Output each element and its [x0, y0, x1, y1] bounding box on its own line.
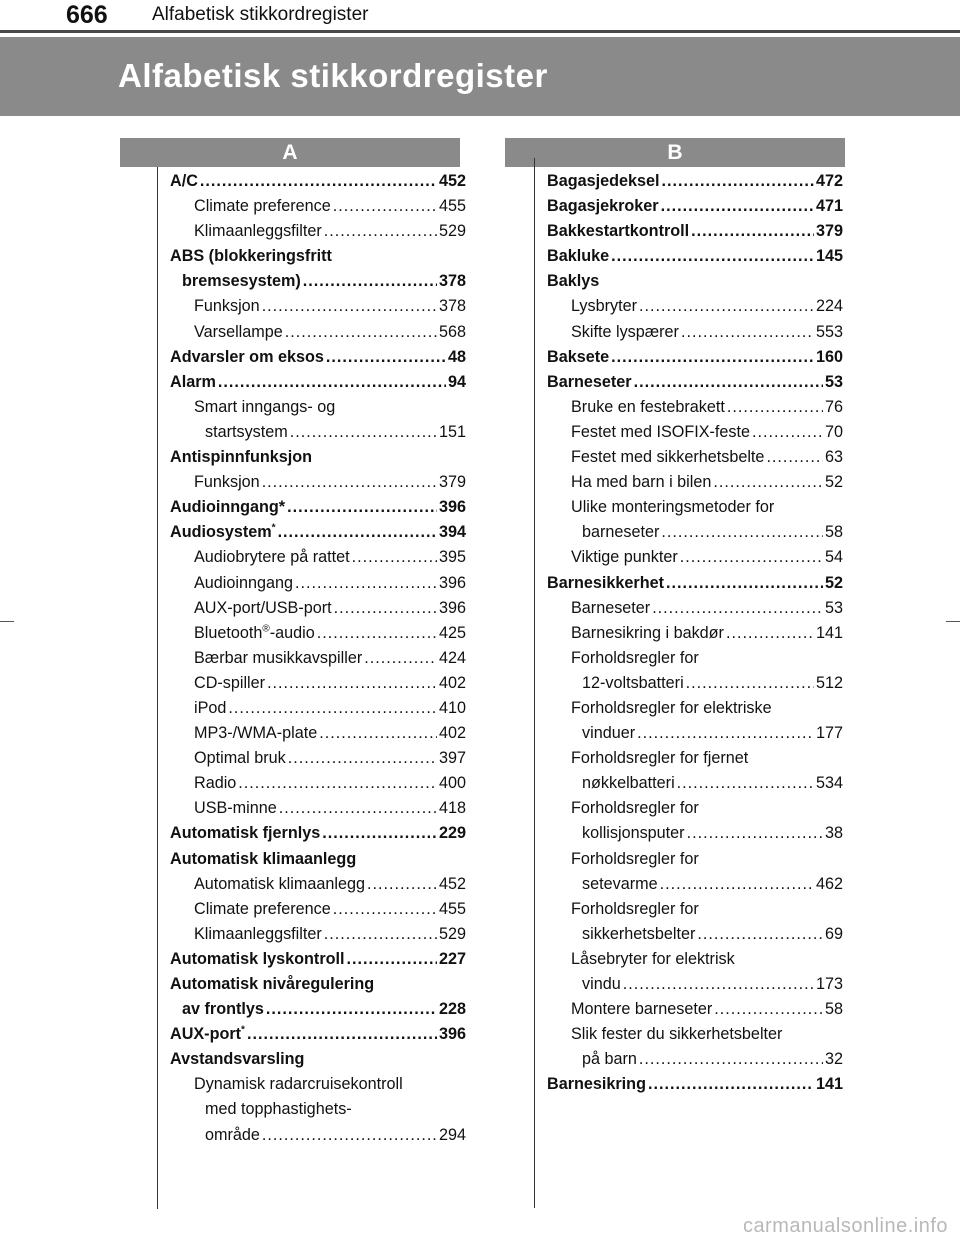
- page-title: Alfabetisk stikkordregister: [118, 57, 548, 94]
- index-entry: Forholdsregler for: [571, 648, 699, 667]
- index-entry: Låsebryter for elektrisk: [571, 949, 735, 968]
- index-entry: Audioinngang* ..... 396: [170, 495, 466, 520]
- index-entry: Radio ..... 400: [170, 771, 466, 796]
- index-entry: Avstandsvarsling: [170, 1050, 305, 1069]
- index-entry: Barneseter ..... 53: [547, 596, 843, 621]
- index-entry: Audiosystem* ..... 394: [170, 520, 466, 545]
- index-entry: sikkerhetsbelter ..... 69: [547, 922, 843, 947]
- crop-mark-left: [0, 621, 14, 622]
- column-a-rule: [157, 167, 158, 1209]
- index-entry: Ulike monteringsmetoder for: [571, 498, 775, 517]
- index-entry: Bagasjedeksel ..... 472: [547, 169, 843, 194]
- index-entry: startsystem ..... 151: [170, 420, 466, 445]
- index-entry: AUX-port* ..... 396: [170, 1022, 466, 1047]
- index-entry: USB-minne ..... 418: [170, 796, 466, 821]
- index-entry: Forholdsregler for: [571, 799, 699, 818]
- index-entry: Optimal bruk ..... 397: [170, 746, 466, 771]
- index-entry: Automatisk fjernlys ..... 229: [170, 821, 466, 846]
- index-entry: Alarm ..... 94: [170, 370, 466, 395]
- index-entry: Forholdsregler for: [571, 849, 699, 868]
- index-entry: MP3-/WMA-plate ..... 402: [170, 721, 466, 746]
- index-entry: Bruke en festebrakett ..... 76: [547, 395, 843, 420]
- index-entry: barneseter ..... 58: [547, 520, 843, 545]
- index-list-b: [547, 169, 843, 1097]
- index-entry: Antispinnfunksjon: [170, 448, 313, 467]
- index-entry: Automatisk klimaanlegg: [170, 849, 357, 868]
- index-entry: Bakluke ..... 145: [547, 244, 843, 269]
- index-entry: Baksete ..... 160: [547, 345, 843, 370]
- index-entry: Funksjon ..... 378: [170, 294, 466, 319]
- index-entry: Dynamisk radarcruisekontroll: [194, 1075, 403, 1094]
- index-entry: Lysbryter ..... 224: [547, 294, 843, 319]
- index-entry: nøkkelbatteri ..... 534: [547, 771, 843, 796]
- running-title: Alfabetisk stikkordregister: [152, 4, 369, 25]
- index-entry: Climate preference ..... 455: [170, 897, 466, 922]
- index-entry: Barnesikring ..... 141: [547, 1072, 843, 1097]
- index-entry: vinduer ..... 177: [547, 721, 843, 746]
- index-entry: AUX-port/USB-port ..... 396: [170, 596, 466, 621]
- index-entry: Bluetooth®-audio ..... 425: [170, 621, 466, 646]
- index-entry: av frontlys ..... 228: [170, 997, 466, 1022]
- index-entry: Skifte lyspærer ..... 553: [547, 320, 843, 345]
- index-entry: kollisjonsputer ..... 38: [547, 821, 843, 846]
- index-entry: Varsellampe ..... 568: [170, 320, 466, 345]
- index-entry: Climate preference ..... 455: [170, 194, 466, 219]
- index-entry: Klimaanleggsfilter ..... 529: [170, 219, 466, 244]
- index-entry: Barnesikring i bakdør ..... 141: [547, 621, 843, 646]
- index-entry: Forholdsregler for: [571, 899, 699, 918]
- index-entry: A/C ..... 452: [170, 169, 466, 194]
- watermark: carmanualsonline.info: [742, 1215, 948, 1237]
- column-a-header: [120, 138, 460, 167]
- index-entry: Barnesikkerhet ..... 52: [547, 571, 843, 596]
- index-entry: Festet med ISOFIX-feste ..... 70: [547, 420, 843, 445]
- index-entry: Automatisk klimaanlegg ..... 452: [170, 872, 466, 897]
- column-b-header: [505, 138, 845, 167]
- index-entry: med topphastighets-: [205, 1100, 352, 1119]
- index-entry: CD-spiller ..... 402: [170, 671, 466, 696]
- index-list-a: [170, 169, 466, 1148]
- index-entry: Baklys: [547, 272, 600, 291]
- index-entry: Automatisk nivåregulering: [170, 975, 375, 993]
- index-entry: Montere barneseter ..... 58: [547, 997, 843, 1022]
- index-entry: Advarsler om eksos ..... 48: [170, 345, 466, 370]
- letter-heading-a: A: [120, 138, 460, 167]
- index-entry: Audioinngang ..... 396: [170, 571, 466, 596]
- index-entry: på barn ..... 32: [547, 1047, 843, 1072]
- index-entry: Bagasjekroker ..... 471: [547, 194, 843, 219]
- column-b-rule: [534, 158, 535, 1208]
- index-entry: Forholdsregler for elektriske: [571, 698, 772, 717]
- index-entry: Automatisk lyskontroll ..... 227: [170, 947, 466, 972]
- index-entry: Slik fester du sikkerhetsbelter: [571, 1025, 783, 1044]
- index-entry: Audiobrytere på rattet ..... 395: [170, 545, 466, 570]
- page-number: 666: [66, 1, 108, 29]
- index-entry: ABS (blokkeringsfritt: [170, 247, 332, 266]
- index-entry: område ..... 294: [170, 1123, 466, 1148]
- index-entry: Viktige punkter ..... 54: [547, 545, 843, 570]
- index-entry: Funksjon ..... 379: [170, 470, 466, 495]
- index-entry: vindu ..... 173: [547, 972, 843, 997]
- section-banner: [0, 37, 960, 116]
- index-entry: Ha med barn i bilen ..... 52: [547, 470, 843, 495]
- index-entry: 12-voltsbatteri ..... 512: [547, 671, 843, 696]
- index-entry: Festet med sikkerhetsbelte ..... 63: [547, 445, 843, 470]
- index-entry: bremsesystem) ..... 378: [170, 269, 466, 294]
- index-entry: iPod ..... 410: [170, 696, 466, 721]
- index-entry: Barneseter ..... 53: [547, 370, 843, 395]
- letter-heading-b: B: [505, 138, 845, 167]
- index-entry: Bakkestartkontroll ..... 379: [547, 219, 843, 244]
- index-entry: setevarme ..... 462: [547, 872, 843, 897]
- index-entry: Smart inngangs- og: [194, 397, 336, 416]
- index-entry: Klimaanleggsfilter ..... 529: [170, 922, 466, 947]
- crop-mark-right: [946, 621, 960, 622]
- index-entry: Bærbar musikkavspiller ..... 424: [170, 646, 466, 671]
- index-entry: Forholdsregler for fjernet: [571, 749, 749, 768]
- header-rule: [0, 30, 960, 33]
